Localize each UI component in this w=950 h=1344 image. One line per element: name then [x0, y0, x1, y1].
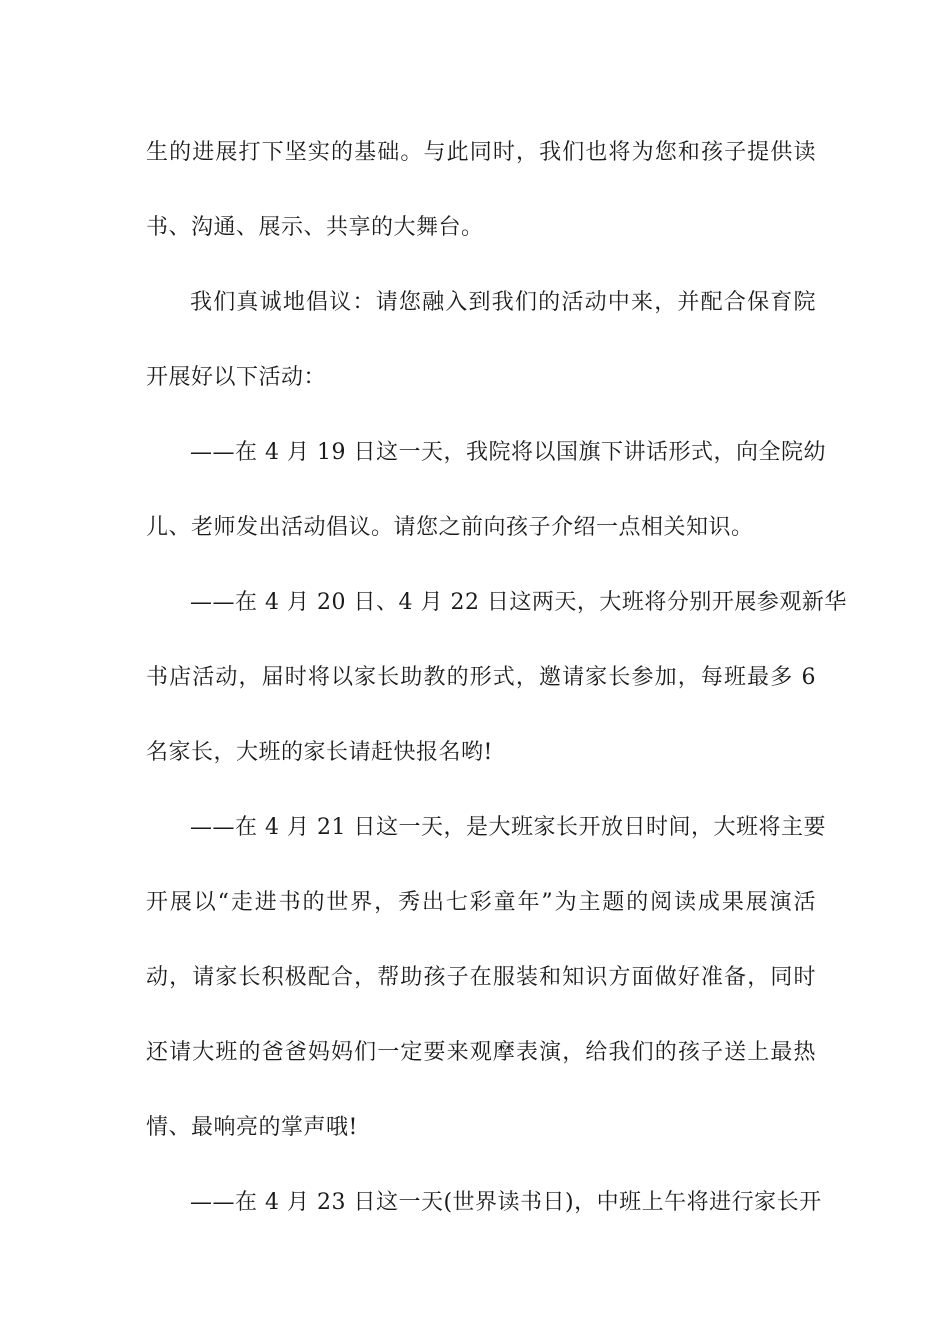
text-line-8: 书店活动，届时将以家长助教的形式，邀请家长参加，每班最多 6	[146, 665, 816, 690]
text-line-11: 开展以“走进书的世界，秀出七彩童年”为主题的阅读成果展演活	[146, 890, 816, 915]
text-line-2: 书、沟通、展示、共享的大舞台。	[146, 215, 484, 240]
text-line-13: 还请大班的爸爸妈妈们一定要来观摩表演，给我们的孩子送上最热	[146, 1040, 816, 1065]
text-line-9: 名家长，大班的家长请赶快报名哟!	[146, 740, 493, 765]
text-line-14: 情、最响亮的掌声哦!	[146, 1115, 358, 1140]
text-line-15: ——在 4 月 23 日这一天(世界读书日)，中班上午将进行家长开	[190, 1190, 822, 1215]
text-line-12: 动，请家长积极配合，帮助孩子在服装和知识方面做好准备，同时	[146, 965, 816, 990]
text-line-6: 儿、老师发出活动倡议。请您之前向孩子介绍一点相关知识。	[146, 515, 754, 540]
text-line-10: ——在 4 月 21 日这一天，是大班家长开放日时间，大班将主要	[190, 815, 826, 840]
text-line-4: 开展好以下活动：	[146, 365, 327, 390]
text-line-1: 生的进展打下坚实的基础。与此同时，我们也将为您和孩子提供读	[146, 140, 816, 165]
text-line-3: 我们真诚地倡议：请您融入到我们的活动中来，并配合保育院	[190, 290, 816, 315]
text-line-5: ——在 4 月 19 日这一天，我院将以国旗下讲话形式，向全院幼	[190, 440, 826, 465]
text-line-7: ——在 4 月 20 日、4 月 22 日这两天，大班将分别开展参观新华	[190, 590, 847, 615]
